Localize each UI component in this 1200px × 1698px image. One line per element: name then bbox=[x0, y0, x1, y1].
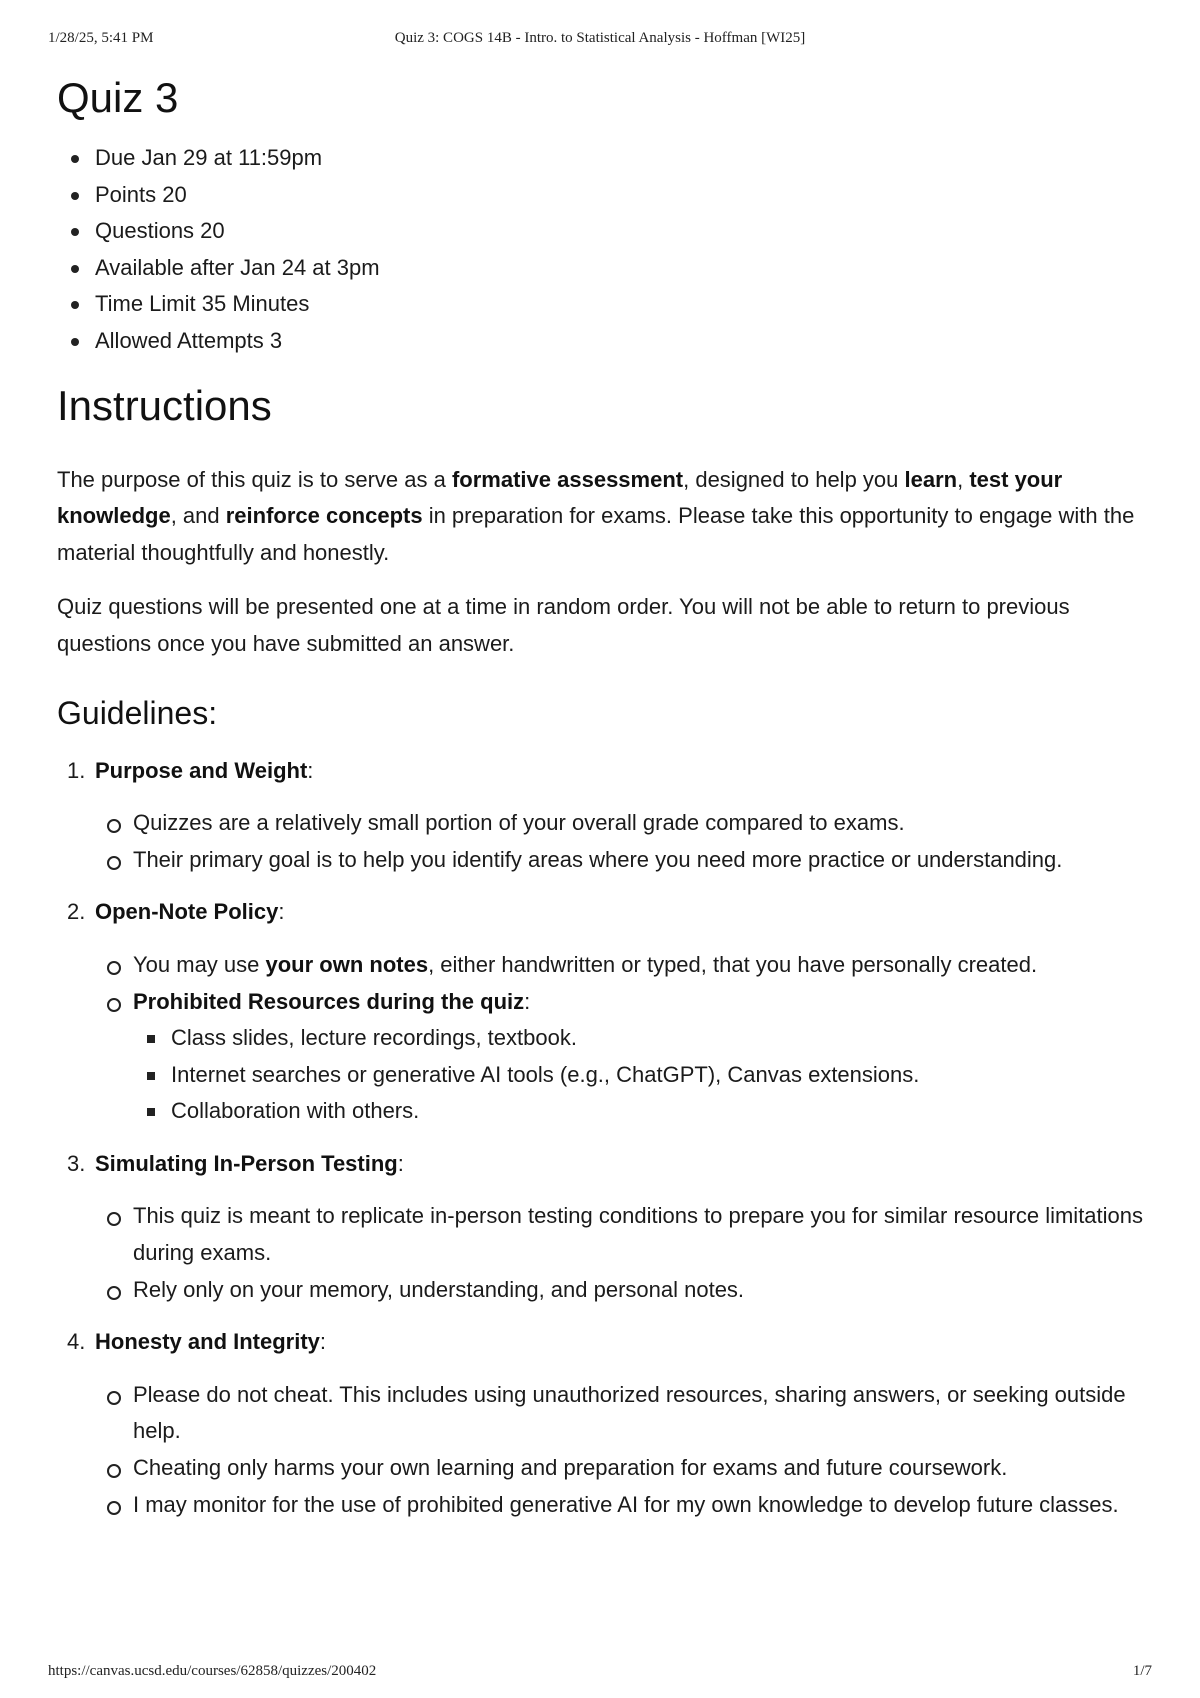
quiz-title: Quiz 3 bbox=[57, 74, 179, 121]
guideline-bullet: Quizzes are a relatively small portion of your overall grade compared to exams. bbox=[95, 805, 1147, 842]
guideline-bullet: Rely only on your memory, understanding, and personal notes. bbox=[95, 1272, 1147, 1309]
guideline-bullet: Please do not cheat. This includes using unauthorized resources, sharing answers, or seeking outside help. bbox=[95, 1377, 1147, 1450]
detail-questions: Questions 20 bbox=[57, 213, 1147, 250]
guideline-colon: : bbox=[319, 1329, 327, 1355]
detail-attempts: Allowed Attempts 3 bbox=[57, 323, 1147, 360]
guideline-bullet: Cheating only harms your own learning and preparation for exams and future coursework. bbox=[95, 1450, 1147, 1487]
guideline-bullet bbox=[95, 947, 1147, 984]
prohibited-item: Internet searches or generative AI tools (e.g., ChatGPT), Canvas extensions. bbox=[133, 1057, 1147, 1094]
instructions-paragraph-order: Quiz questions will be presented one at a time in random order. You will not be able to return to previous questions once you have submitted an answer. bbox=[57, 594, 1070, 656]
guideline-title: Open-Note Policy bbox=[95, 899, 279, 925]
guideline-number: 1. bbox=[67, 757, 86, 783]
guideline-open-note-policy bbox=[57, 894, 1147, 1130]
quiz-details-list bbox=[57, 140, 1147, 360]
detail-points: Points 20 bbox=[57, 177, 1147, 214]
guideline-title: Honesty and Integrity bbox=[95, 1329, 320, 1355]
guideline-title: Purpose and Weight bbox=[95, 757, 308, 783]
guideline-bullet: Their primary goal is to help you identify areas where you need more practice or understanding. bbox=[95, 842, 1147, 879]
quiz-content bbox=[57, 70, 1147, 1539]
guideline-title: Simulating In-Person Testing bbox=[95, 1150, 398, 1176]
bullet-bold-prohibited: Prohibited Resources during the quiz bbox=[133, 988, 525, 1014]
bullet-colon: : bbox=[524, 988, 531, 1014]
instructions-heading: Instructions bbox=[57, 381, 272, 429]
guideline-colon: : bbox=[397, 1150, 404, 1176]
guideline-purpose-weight bbox=[57, 753, 1147, 879]
purpose-text-5: in preparation for exams. Please take this opportunity to engage with the material thoughtfully and honestly. bbox=[57, 503, 1135, 565]
bullet-text: You may use bbox=[133, 951, 266, 977]
purpose-text-4: , and bbox=[170, 503, 226, 529]
detail-time-limit: Time Limit 35 Minutes bbox=[57, 286, 1147, 323]
purpose-text-1: The purpose of this quiz is to serve as a bbox=[57, 466, 452, 492]
purpose-bold-reinforce: reinforce concepts bbox=[225, 503, 423, 529]
print-datetime: 1/28/25, 5:41 PM bbox=[48, 30, 154, 46]
guideline-honesty-integrity bbox=[57, 1324, 1147, 1523]
purpose-text-3: , bbox=[957, 466, 970, 492]
print-page-title: Quiz 3: COGS 14B - Intro. to Statistical Analysis - Hoffman [WI25] bbox=[394, 30, 806, 46]
prohibited-item: Class slides, lecture recordings, textbook. bbox=[133, 1020, 1147, 1057]
guideline-bullets bbox=[95, 947, 1147, 1130]
prohibited-item: Collaboration with others. bbox=[133, 1093, 1147, 1130]
print-header bbox=[48, 30, 1152, 50]
guideline-bullets bbox=[95, 805, 1147, 878]
guidelines-list bbox=[57, 753, 1147, 1524]
detail-due: Due Jan 29 at 11:59pm bbox=[57, 140, 1147, 177]
guideline-simulating-testing bbox=[57, 1146, 1147, 1308]
bullet-bold-own-notes: your own notes bbox=[265, 951, 429, 977]
guideline-number: 3. bbox=[67, 1150, 86, 1176]
print-url[interactable]: https://canvas.ucsd.edu/courses/62858/quizzes/200402 bbox=[48, 1663, 377, 1679]
print-footer bbox=[48, 1663, 1152, 1683]
bullet-text: , either handwritten or typed, that you have personally created. bbox=[428, 951, 1038, 977]
detail-available: Available after Jan 24 at 3pm bbox=[57, 250, 1147, 287]
guideline-bullet: This quiz is meant to replicate in-person testing conditions to prepare you for similar resource limitations during exams. bbox=[95, 1198, 1147, 1271]
prohibited-resources-list bbox=[133, 1020, 1147, 1130]
guideline-bullets bbox=[95, 1377, 1147, 1523]
guideline-bullet: I may monitor for the use of prohibited generative AI for my own knowledge to develop future classes. bbox=[95, 1487, 1147, 1524]
guideline-number: 4. bbox=[67, 1329, 86, 1355]
purpose-bold-formative: formative assessment bbox=[451, 466, 684, 492]
guideline-number: 2. bbox=[67, 899, 86, 925]
guideline-colon: : bbox=[307, 757, 314, 783]
guideline-bullets bbox=[95, 1198, 1147, 1308]
guidelines-heading: Guidelines: bbox=[57, 694, 218, 731]
purpose-bold-test: test your knowledge bbox=[57, 466, 1063, 529]
purpose-bold-learn: learn bbox=[904, 466, 958, 492]
instructions-paragraph-purpose bbox=[57, 462, 1147, 572]
print-page-number: 1/7 bbox=[1132, 1663, 1152, 1679]
guideline-bullet bbox=[95, 984, 1147, 1130]
guideline-colon: : bbox=[278, 899, 285, 925]
purpose-text-2: , designed to help you bbox=[683, 466, 905, 492]
